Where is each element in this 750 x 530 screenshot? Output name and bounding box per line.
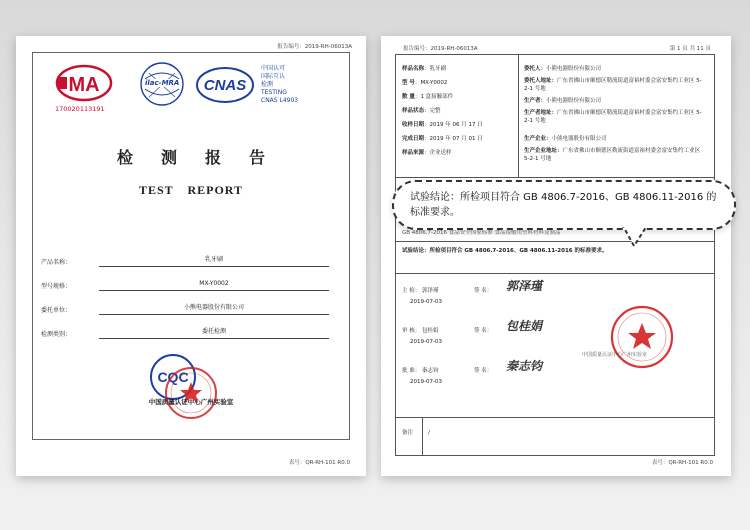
cnas-caption: 中国认可 国际互认 检测 TESTING CNAS L4903 xyxy=(261,65,299,104)
callout-tail xyxy=(620,224,660,248)
report-number: 报告编号：2019-RH-06013A xyxy=(277,44,352,50)
divider xyxy=(422,417,423,455)
report-detail-page xyxy=(381,36,731,476)
callout-text: 试验结论：所检项目符合 GB 4806.7-2016、GB 4806.11-2016 的标准要求。 xyxy=(410,192,717,218)
conclusion-callout xyxy=(392,180,736,230)
signature: 包桂娟 xyxy=(506,319,543,333)
ilac-mra-logo xyxy=(139,61,185,107)
lab-red-seal xyxy=(163,365,219,425)
ilac-label: ilac-MRA xyxy=(145,79,180,87)
cover-border xyxy=(32,52,350,440)
remark-value: / xyxy=(428,430,430,436)
field-test-type: 检测类别： 委托检测 xyxy=(41,327,341,339)
signature: 郭泽瑾 xyxy=(506,279,543,293)
divider xyxy=(518,55,519,177)
report-cover-page xyxy=(16,36,366,476)
field-client: 委托单位： 小熊电器股份有限公司 xyxy=(41,303,341,315)
cma-code: 170020113191 xyxy=(55,105,105,113)
field-product-name: 产品名称： 乳牙刷 xyxy=(41,255,341,267)
stamp-caption: 中国质量认证中心广州实验室 xyxy=(582,352,648,358)
form-footer-code: 表号：QR-RH-101 R0.0 xyxy=(651,460,713,466)
report-title-en: TEST REPORT xyxy=(138,183,244,197)
divider xyxy=(396,241,714,242)
signature: 秦志钧 xyxy=(506,359,543,373)
svg-text:CQC: CQC xyxy=(157,369,189,385)
lab-name: 中国质量认证中心广州实验室 xyxy=(148,398,234,406)
svg-text:CNAS: CNAS xyxy=(203,77,247,94)
report-number: 报告编号：2019-RH-06013A xyxy=(403,46,478,52)
inspection-stamp xyxy=(608,303,676,375)
divider xyxy=(396,273,714,274)
standard-line: GB 4806.7-2016 食品安全国家标准 食品接触用塑料材料及制品 xyxy=(402,230,561,236)
remark-label: 备注 xyxy=(402,430,414,436)
cma-logo xyxy=(55,63,113,115)
page-indicator: 第 1 页 共 11 页 xyxy=(669,46,711,52)
report-table: 样品名称：乳牙刷 型 号：MX-Y0002 数 量：1 盒接触部件 样品状态：完整 收样日期：2019 年 06 月 17 日 完成日期：2019 年 07 月 01 日 样品来源：企业送样 委托人：小熊电器股份有限公司 委托人地址：广东省佛山市顺德区勒流街道富裕村委会富安集约工业区 5-2-1 号地 生产者：小熊电器股份有限公司 生产者地址：广东省佛山市顺德区勒流街道富裕村委会富安集约工业区 5-2-1 号地 生产企业：小熊电器股份有限公司 生产企业地址：广东省佛山市顺德区勒流街道富裕村委会富安集约工业区 5-2-1 号地 GB 4806.7-2016 食品安全国家标准 食品接触用塑料材料及制品 试验结论：所检项目符合 GB 4806.7-2016、GB 4806.11-2016 的标准要求。 主 检： 郭泽瑾 签 名： 郭泽瑾 2019-07-03 审 核： 包桂娟 签 名： 包桂娟 2019-07-03 批 准： 秦志钧 签 名： 秦志钧 2019-07-03 中国质量认证中心广州实验室 备注 / xyxy=(395,54,715,456)
svg-text:MA: MA xyxy=(68,74,100,96)
cnas-logo xyxy=(195,65,255,105)
divider xyxy=(396,417,714,418)
divider xyxy=(396,177,714,178)
conclusion-text: 试验结论：所检项目符合 GB 4806.7-2016、GB 4806.11-2016 的标准要求。 xyxy=(402,248,608,254)
report-title-cn: 检测报告 xyxy=(116,148,293,167)
form-footer-code: 表号：QR-RH-101 R0.0 xyxy=(288,460,350,466)
field-model: 型号规格： MX-Y0002 xyxy=(41,279,341,291)
